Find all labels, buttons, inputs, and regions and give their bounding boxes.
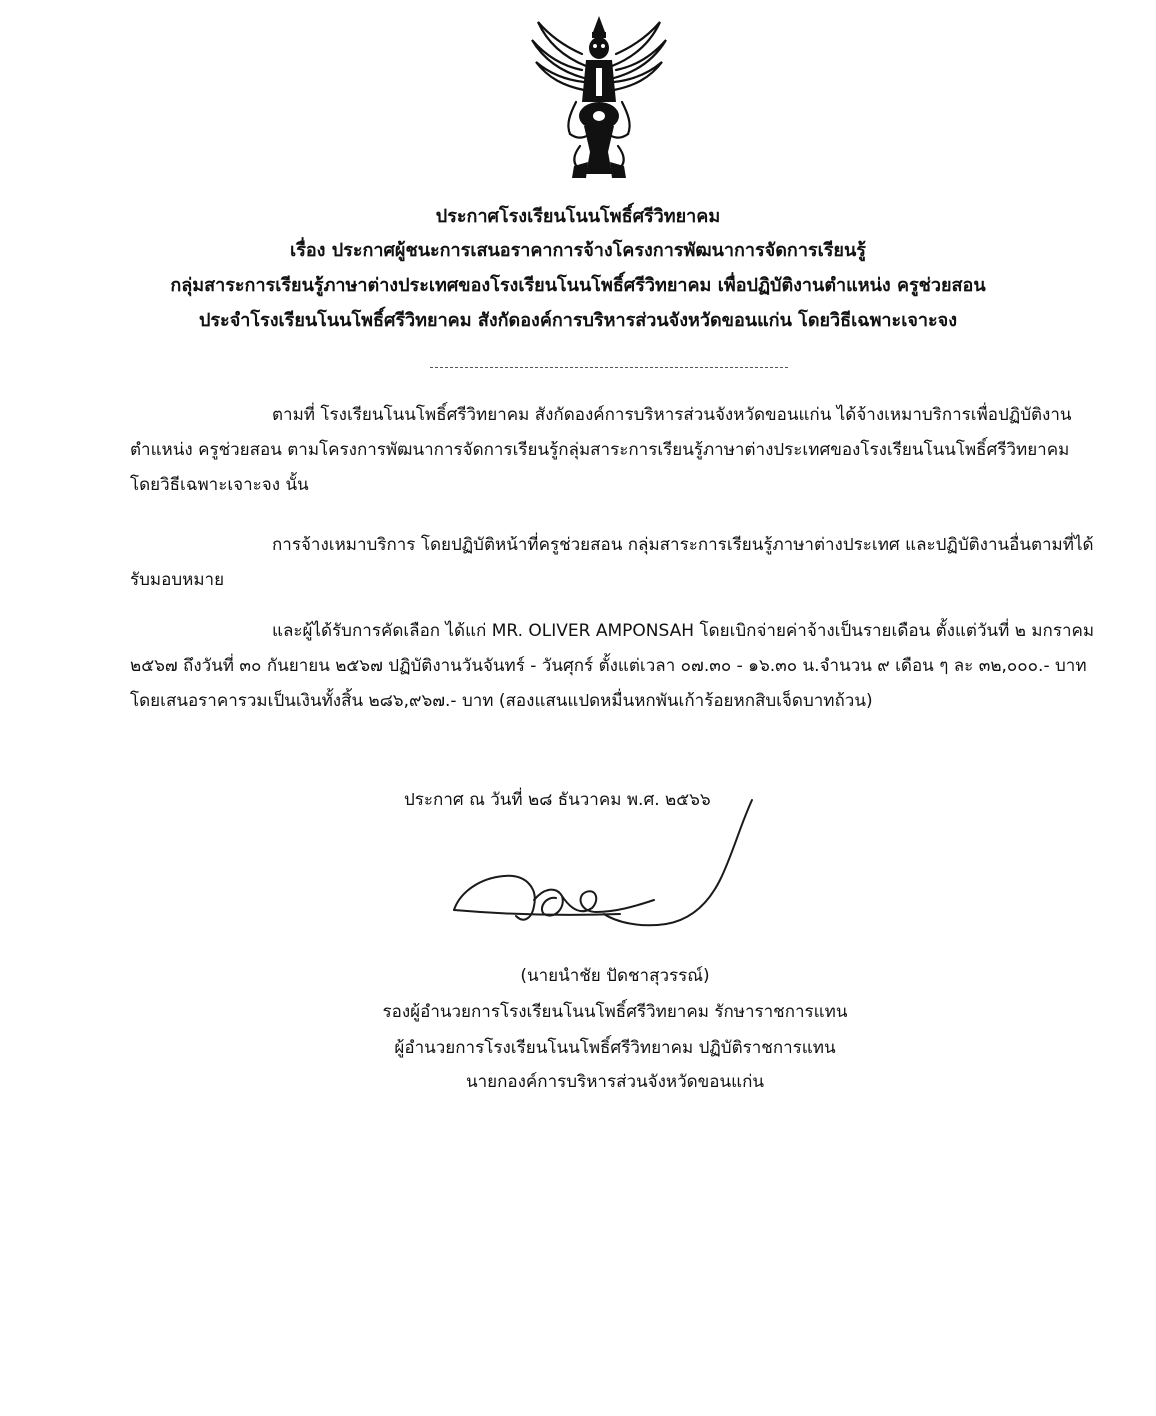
announcement-subject-line3: ประจำโรงเรียนโนนโพธิ์ศรีวิทยาคม สังกัดองค์การบริหารส่วนจังหวัดขอนแก่น โดยวิธีเฉพาะเจาะจง	[198, 310, 958, 331]
signatory-position-3: นายกองค์การบริหารส่วนจังหวัดขอนแก่น	[466, 1072, 764, 1092]
announcement-date: ประกาศ ณ วันที่ ๒๘ ธันวาคม พ.ศ. ๒๕๖๖	[404, 790, 711, 810]
handwritten-signature	[440, 796, 770, 946]
body-paragraph-1-text: ตามที่ โรงเรียนโนนโพธิ์ศรีวิทยาคม สังกัดองค์การบริหารส่วนจังหวัดขอนแก่น ได้จ้างเหมาบริการเพื่อปฏิบัติงานตำแหน่ง ครูช่วยสอน ตามโครงการพัฒนาการจัดการเรียนรู้กลุ่มสาระการเรียนรู้ภาษาต่างประเทศของโรงเรียนโนนโพธิ์ศรีวิทยาคม โดยวิธีเฉพาะเจาะจง นั้น	[130, 405, 1072, 495]
announcement-subject-line2: กลุ่มสาระการเรียนรู้ภาษาต่างประเทศของโรงเรียนโนนโพธิ์ศรีวิทยาคม เพื่อปฏิบัติงานตำแหน่ง ครูช่วยสอน	[170, 275, 986, 296]
announcement-subject: เรื่อง ประกาศผู้ชนะการเสนอราคาการจ้างโครงการพัฒนาการจัดการเรียนรู้	[290, 240, 866, 261]
body-paragraph-2-text: การจ้างเหมาบริการ โดยปฏิบัติหน้าที่ครูช่วยสอน กลุ่มสาระการเรียนรู้ภาษาต่างประเทศ และปฏิบัติงานอื่นตามที่ได้รับมอบหมาย	[130, 535, 1094, 590]
signatory-position-2: ผู้อำนวยการโรงเรียนโนนโพธิ์ศรีวิทยาคม ปฏิบัติราชการแทน	[394, 1038, 836, 1058]
body-paragraph-1	[130, 398, 1096, 503]
body-paragraph-2	[130, 528, 1096, 598]
signatory-position-1: รองผู้อำนวยการโรงเรียนโนนโพธิ์ศรีวิทยาคม รักษาราชการแทน	[382, 1002, 848, 1022]
signatory-name: (นายนำชัย ปัดชาสุวรรณ์)	[520, 966, 710, 986]
garuda-emblem	[526, 6, 672, 186]
body-paragraph-3	[130, 614, 1096, 719]
header-divider	[430, 367, 788, 368]
announcement-title: ประกาศโรงเรียนโนนโพธิ์ศรีวิทยาคม	[435, 206, 721, 227]
body-paragraph-3-text: และผู้ได้รับการคัดเลือก ได้แก่ MR. OLIVER AMPONSAH โดยเบิกจ่ายค่าจ้างเป็นรายเดือน ตั้งแต่วันที่ ๒ มกราคม ๒๕๖๗ ถึงวันที่ ๓๐ กันยายน ๒๕๖๗ ปฏิบัติงานวันจันทร์ - วันศุกร์ ตั้งแต่เวลา ๐๗.๓๐ - ๑๖.๓๐ น.จำนวน ๙ เดือน ๆ ละ ๓๒,๐๐๐.- บาท โดยเสนอราคารวมเป็นเงินทั้งสิ้น ๒๘๖,๙๖๗.- บาท (สองแสนแปดหมื่นหกพันเก้าร้อยหกสิบเจ็ดบาทถ้วน)	[130, 621, 1095, 711]
